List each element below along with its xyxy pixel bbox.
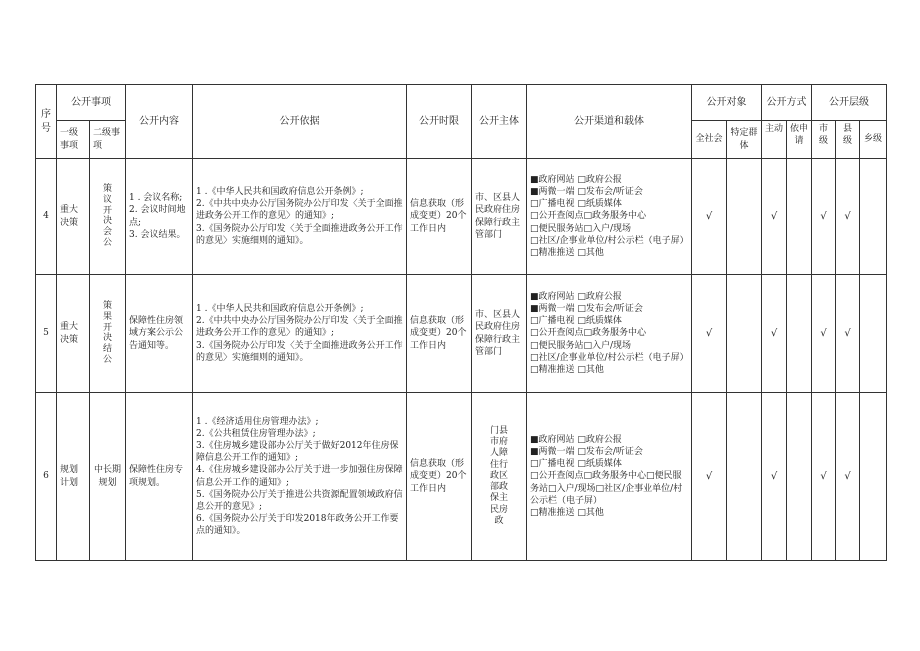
row-content: 保障性住房专项规划。: [126, 393, 193, 561]
row-time: 信息获取（形成变更）20个工作日内: [407, 393, 472, 561]
row-level1: 重大决策: [57, 159, 90, 275]
check-city: √: [812, 393, 836, 561]
table-row: [36, 275, 887, 393]
check-specific: [727, 393, 762, 561]
header-content: 公开内容: [126, 85, 193, 159]
check-county: √: [836, 393, 860, 561]
header-matter: 公开事项: [57, 85, 126, 121]
row-level2: 策议开决会公: [90, 159, 126, 275]
table-row: [36, 159, 887, 275]
header-method-apply: 依申请: [787, 121, 812, 159]
check-all: √: [692, 393, 727, 561]
row-basis: 1 .《中华人民共和国政府信息公开条例》; 2.《中共中央办公厅国务院办公厅印发〈关于全面推进政务公开工作的意见〉的通知》; 3.《国务院办公厅印发〈关于全面推进政务公开工作的意见〉实施细则的通知》。: [193, 159, 407, 275]
table-row: [36, 393, 887, 561]
check-active: √: [762, 159, 787, 275]
check-township: [860, 275, 887, 393]
check-specific: [727, 275, 762, 393]
row-channels: ■政府网站 □政府公报 ■两微一端 □发布会/听证会 □广播电视 □纸质媒体 □公开查阅点□政务服务中心 □便民服务站□入户/现场 □社区/企事业单位/村公示栏（电子屏） □精准推送 □其他: [527, 275, 692, 393]
check-active: √: [762, 275, 787, 393]
header-target-all: 全社会: [692, 121, 727, 159]
header-level-county: 县级: [836, 121, 860, 159]
row-content: 1 . 会议名称; 2. 会议时间地点; 3. 会议结果。: [126, 159, 193, 275]
row-time: 信息获取（形成变更）20个工作日内: [407, 275, 472, 393]
header-level2: 二级事项: [90, 121, 126, 159]
check-all: √: [692, 159, 727, 275]
row-subject: 市、区县人民政府住房保障行政主管部门: [472, 275, 527, 393]
row-time: 信息获取（形成变更）20个工作日内: [407, 159, 472, 275]
header-target-specific: 特定群体: [727, 121, 762, 159]
check-apply: [787, 159, 812, 275]
row-seq: 5: [36, 275, 57, 393]
header-method: 公开方式: [762, 85, 812, 121]
check-apply: [787, 275, 812, 393]
check-township: [860, 159, 887, 275]
row-level1: 规划计划: [57, 393, 90, 561]
row-seq: 6: [36, 393, 57, 561]
row-basis: 1 .《经济适用住房管理办法》; 2.《公共租赁住房管理办法》; 3.《住房城乡建设部办公厅关于做好2012年住房保障信息公开工作的通知》; 4.《住房城乡建设部办公厅关于进一步加强住房保障信息公开工作的通知》; 5.《国务院办公厅关于推进公共资源配置领域政府信息公开的意见》; 6.《国务院办公厅关于印发2018年政务公开工作要点的通知》。: [193, 393, 407, 561]
row-level1: 重大决策: [57, 275, 90, 393]
check-city: √: [812, 275, 836, 393]
check-county: √: [836, 275, 860, 393]
header-level1: 一级事项: [57, 121, 90, 159]
row-level2: 策果开决结公: [90, 275, 126, 393]
check-apply: [787, 393, 812, 561]
disclosure-table: [35, 84, 887, 561]
check-township: [860, 393, 887, 561]
row-basis: 1 .《中华人民共和国政府信息公开条例》; 2.《中共中央办公厅国务院办公厅印发〈关于全面推进政务公开工作的意见〉的通知》; 3.《国务院办公厅印发〈关于全面推进政务公开工作的意见〉实施细则的通知》。: [193, 275, 407, 393]
header-channel: 公开渠道和载体: [527, 85, 692, 159]
row-subject: 市、区县人民政府住房保障行政主管部门: [472, 159, 527, 275]
header-target: 公开对象: [692, 85, 762, 121]
header-level-township: 乡级: [860, 121, 887, 159]
header-subject: 公开主体: [472, 85, 527, 159]
row-subject: 门县 市府 人障 住行 政区 部政 保主 民房 政: [472, 393, 527, 561]
check-all: √: [692, 275, 727, 393]
header-basis: 公开依据: [193, 85, 407, 159]
header-method-active: 主动: [762, 121, 787, 159]
row-channels: ■政府网站 □政府公报 ■两微一端 □发布会/听证会 □广播电视 □纸质媒体 □公开查阅点□政务服务中心□便民服务站□入户/现场□社区/企事业单位/村公示栏（电子屏） □精准推送 □其他: [527, 393, 692, 561]
check-specific: [727, 159, 762, 275]
check-city: √: [812, 159, 836, 275]
row-seq: 4: [36, 159, 57, 275]
row-level2: 中长期规划: [90, 393, 126, 561]
check-county: √: [836, 159, 860, 275]
header-seq: 序号: [36, 85, 57, 159]
row-channels: ■政府网站 □政府公报 ■两微一端 □发布会/听证会 □广播电视 □纸质媒体 □公开查阅点□政务服务中心 □便民服务站□入户/现场 □社区/企事业单位/村公示栏（电子屏） □精准推送 □其他: [527, 159, 692, 275]
header-time: 公开时限: [407, 85, 472, 159]
check-active: √: [762, 393, 787, 561]
header-level-city: 市级: [812, 121, 836, 159]
row-content: 保障性住房领域方案公示公告通知等。: [126, 275, 193, 393]
header-level: 公开层级: [812, 85, 887, 121]
